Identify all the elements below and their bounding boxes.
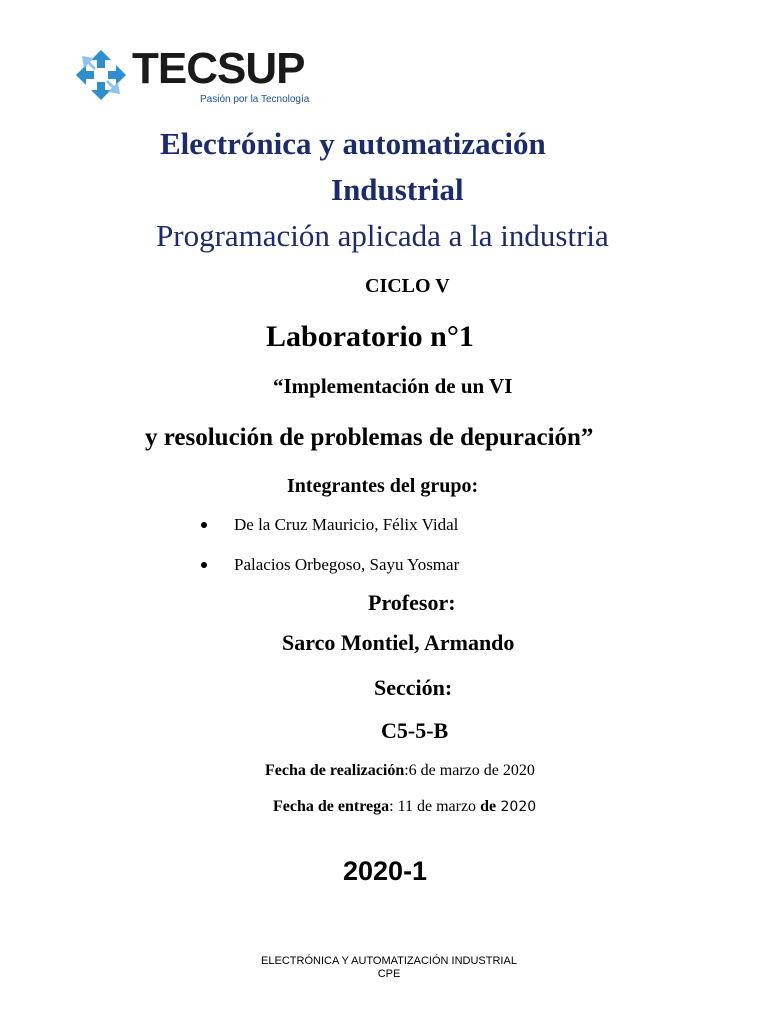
member-item: Palacios Orbegoso, Sayu Yosmar bbox=[234, 555, 460, 574]
logo-tagline: Pasión por la Tecnología bbox=[200, 94, 310, 105]
delivery-date-de: de bbox=[480, 798, 497, 815]
delivery-date-year: 2020 bbox=[496, 799, 537, 815]
members-heading: Integrantes del grupo: bbox=[287, 475, 479, 497]
lab-subtitle-line1: “Implementación de un VI bbox=[273, 374, 513, 398]
lab-subtitle-line2: y resolución de problemas de depuración” bbox=[145, 424, 594, 451]
delivery-date bbox=[273, 798, 536, 816]
realization-date-label: Fecha de realización bbox=[265, 762, 405, 779]
realization-date bbox=[265, 762, 535, 780]
lab-title: Laboratorio n°1 bbox=[266, 320, 474, 353]
cycle-label: CICLO V bbox=[365, 275, 450, 297]
career-title-line2: Industrial bbox=[331, 172, 464, 207]
section-value: C5-5-B bbox=[381, 718, 449, 743]
career-title-line1: Electrónica y automatización bbox=[160, 126, 546, 161]
professor-label: Profesor: bbox=[368, 590, 456, 615]
delivery-date-value: : 11 de marzo bbox=[389, 798, 481, 815]
member-item: De la Cruz Mauricio, Félix Vidal bbox=[234, 515, 459, 534]
professor-name: Sarco Montiel, Armando bbox=[282, 630, 515, 655]
footer-line2: CPE bbox=[377, 968, 401, 980]
section-label: Sección: bbox=[374, 675, 453, 700]
bullet-icon bbox=[201, 522, 207, 528]
delivery-date-label: Fecha de entrega bbox=[273, 798, 390, 815]
page-footer bbox=[0, 955, 768, 981]
footer-line1: ELECTRÓNICA Y AUTOMATIZACIÓN INDUSTRIAL bbox=[261, 955, 517, 967]
tecsup-logo bbox=[72, 44, 322, 106]
tecsup-arrows-logo-icon bbox=[72, 46, 130, 104]
realization-date-value: :6 de marzo de 2020 bbox=[404, 762, 535, 779]
logo-wordmark: TECSUP bbox=[132, 44, 305, 93]
academic-period: 2020-1 bbox=[343, 856, 428, 886]
bullet-icon bbox=[201, 562, 207, 568]
course-title: Programación aplicada a la industria bbox=[156, 218, 609, 253]
